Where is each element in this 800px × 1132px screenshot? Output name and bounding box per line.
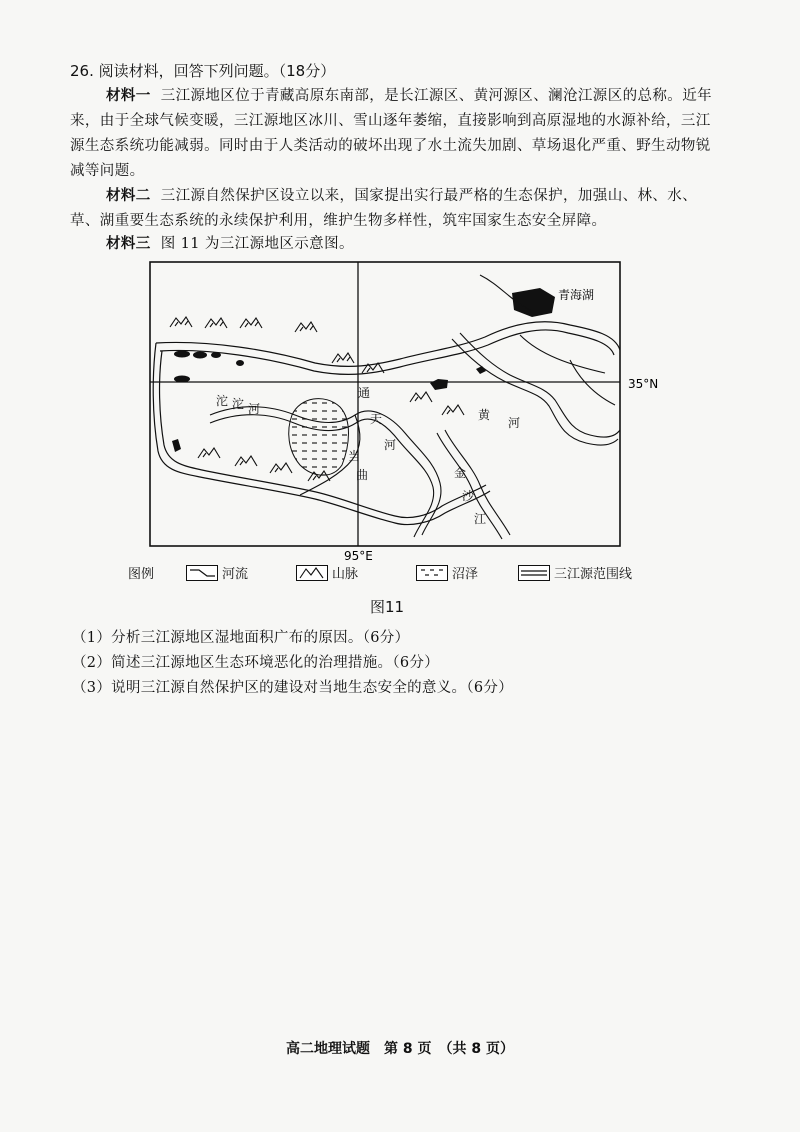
jinsha-label-1: 金 <box>454 466 467 480</box>
material-1-label: 材料一 <box>106 88 151 104</box>
legend-boundary <box>518 563 632 582</box>
legend-boundary-label: 三江源范围线 <box>554 567 633 582</box>
legend-title: 图例 <box>128 567 155 582</box>
marsh-area <box>289 399 349 476</box>
tuotuo-label-1: 沱 <box>216 394 229 408</box>
sanjiangyuan-map <box>100 255 660 600</box>
latitude-label: 35°N <box>628 377 659 391</box>
material-2 <box>70 184 722 234</box>
question-number: 26. <box>70 62 94 80</box>
legend-mountain <box>296 563 358 582</box>
material-2-text: 三江源自然保护区设立以来，国家提出实行最严格的生态保护，加强山、林、水、草、湖重要生态系统的永续保护利用，维护生物多样性，筑牢国家生态安全屏障。 <box>70 188 698 229</box>
river-icon <box>186 565 218 581</box>
tuotuo-label-3: 河 <box>248 402 261 416</box>
legend-marsh-label: 沼泽 <box>452 567 479 582</box>
question-header <box>70 60 335 81</box>
jinsha-label-3: 江 <box>474 512 487 526</box>
tongtian-label-2: 天 <box>370 412 383 426</box>
page-footer: 高二地理试题 第 8 页 （共 8 页） <box>286 1041 514 1057</box>
legend-mountain-label: 山脉 <box>332 567 359 582</box>
qinghai-lake-label: 青海湖 <box>558 288 595 302</box>
map-legend <box>128 563 688 585</box>
jinsha-label-2: 沙 <box>462 489 475 503</box>
tuotuo-label-2: 沱 <box>232 397 245 411</box>
sub-question-1: （1）分析三江源地区湿地面积广布的原因。（6分） <box>72 630 410 646</box>
material-3-text: 图 11 为三江源地区示意图。 <box>160 236 354 252</box>
figure-caption: 图11 <box>370 598 405 616</box>
rivers <box>210 275 620 539</box>
boundary-line-icon <box>518 565 550 581</box>
material-1-text: 三江源地区位于青藏高原东南部，是长江源区、黄河源区、澜沧江源区的总称。近年来，由于全球气候变暖，三江源地区冰川、雪山逐年萎缩，直接影响到高原湿地的水源补给，三江源生态系统功能减弱。同时由于人类活动的破坏出现了水土流失加剧、草场退化严重、野生动物锐减等问题。 <box>70 88 712 179</box>
huanghe-label-2: 河 <box>508 416 521 430</box>
longitude-label: 95°E <box>344 549 373 563</box>
tongtian-label-1: 通 <box>358 386 371 400</box>
marsh-icon <box>416 565 448 581</box>
sub-question-2: （2）简述三江源地区生态环境恶化的治理措施。（6分） <box>72 655 439 671</box>
sub-question-3: （3）说明三江源自然保护区的建设对当地生态安全的意义。（6分） <box>72 680 513 696</box>
question-prompt: 阅读材料，回答下列问题。（18分） <box>98 62 336 80</box>
material-1 <box>70 84 722 184</box>
dangqu-label-1: 当 <box>348 449 361 463</box>
material-3-label: 材料三 <box>106 236 151 252</box>
tongtian-label-3: 河 <box>384 438 397 452</box>
huanghe-label-1: 黄 <box>478 408 491 422</box>
material-2-label: 材料二 <box>106 188 151 204</box>
map-figure <box>100 255 660 600</box>
legend-river <box>186 563 248 582</box>
mountain-icon <box>296 565 328 581</box>
sanjiangyuan-boundary <box>153 322 620 525</box>
legend-marsh <box>416 563 478 582</box>
dangqu-label-2: 曲 <box>356 468 369 482</box>
material-3 <box>106 232 758 257</box>
legend-river-label: 河流 <box>222 567 249 582</box>
